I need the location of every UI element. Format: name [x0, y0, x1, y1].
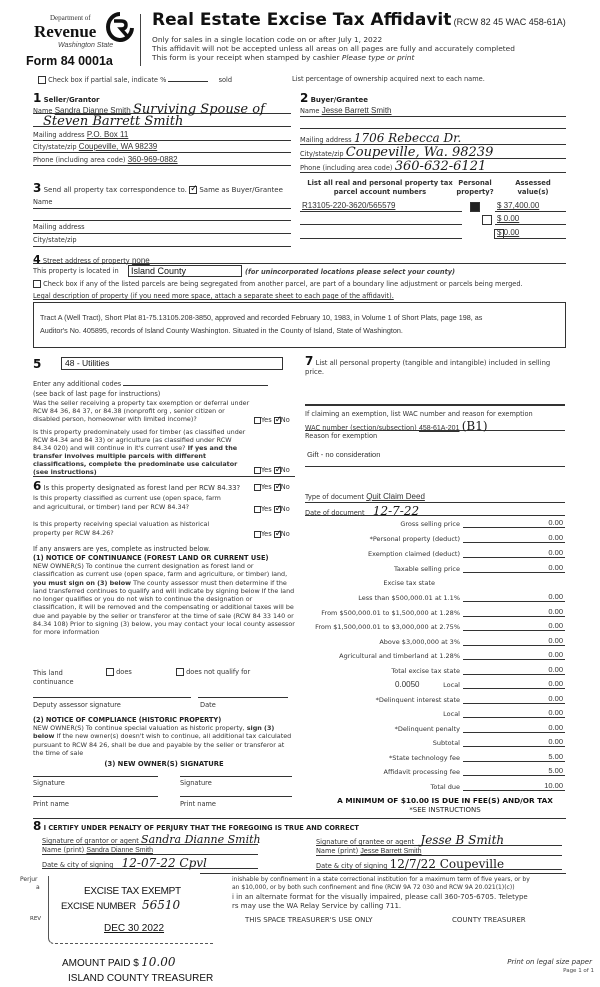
personal-property-checkbox-1[interactable]	[482, 215, 492, 225]
doc-type-field[interactable]: Type of document Quit Claim Deed	[305, 492, 565, 503]
grantor-signature-field[interactable]: Signature of grantor or agent Sandra Dianne Smith	[42, 833, 261, 846]
q-current-use-answer: Yes ✓ No	[254, 505, 290, 513]
correspondence-heading: 3 Send all property tax correspondence to. ✓ Same as Buyer/Grantee	[33, 181, 283, 195]
assessed-col-header: Assessed value(s)	[515, 179, 551, 196]
assessed-value-2[interactable]: $ 0.00	[495, 228, 566, 239]
fee-exemption-claimed: Exemption claimed (deduct) 0.00	[368, 548, 563, 558]
q-timber-yes[interactable]	[254, 467, 261, 474]
q-current-use-no[interactable]	[274, 506, 281, 513]
minimum-due-note: A MINIMUM OF $10.00 IS DUE IN FEE(S) AND/OR TAX	[337, 796, 553, 805]
deputy-signature-field[interactable]	[33, 696, 191, 698]
stamp-number-row: EXCISE NUMBER 56510	[61, 898, 181, 912]
notice-compliance-title: (2) NOTICE OF COMPLIANCE (HISTORIC PROPERTY)	[33, 716, 222, 724]
street-address-value: none	[131, 256, 150, 265]
parcel-number-2[interactable]	[300, 228, 462, 239]
excise-exempt-stamp	[48, 876, 214, 944]
subtitle-3	[152, 53, 414, 62]
reason-label: Reason for exemption	[305, 432, 378, 440]
stamp-number: 56510	[142, 898, 181, 912]
dept-line2: Revenue	[34, 22, 97, 41]
same-as-buyer-checkbox[interactable]	[189, 186, 197, 194]
buyer-name-field[interactable]: Name Jesse Barrett Smith	[300, 106, 566, 117]
q-forest-yes[interactable]	[254, 484, 261, 491]
segregated-row: Check box if any of the listed parcels are being segregated from another parcel, are part of a boundary line adjustment or parcels being merged.	[33, 280, 523, 288]
grantor-date-city-field[interactable]: Date & city of signing 12-07-22 Cpvl	[42, 856, 258, 869]
fee-tier-3: From $1,500,000.01 to $3,000,000 at 2.75% 0.00	[315, 621, 563, 631]
buyer-phone-value: 360-632-6121	[394, 159, 487, 174]
print-legal-note: Print on legal size paper	[507, 958, 592, 966]
deputy-date-field[interactable]	[198, 696, 288, 698]
grantor-name-value: Sandra Dianne Smith	[86, 847, 153, 854]
fee-personal-property: *Personal property (deduct) 0.00	[369, 533, 563, 543]
section5-divider	[33, 476, 295, 477]
partial-sale-checkbox[interactable]	[38, 76, 46, 84]
wac-subsection-handwritten: (B1)	[461, 419, 488, 433]
grantee-signature-field[interactable]: Signature of grantee or agent Jesse B Smith	[316, 833, 562, 846]
located-note: (for unincorporated locations please select your county)	[245, 268, 456, 276]
subtitle-2: This affidavit will not be accepted unless all areas on all pages are fully and accurately completed	[152, 44, 515, 53]
fee-tier-1: Less than $500,000.01 at 1.1% 0.00	[358, 592, 563, 602]
q-exemption-no[interactable]	[274, 417, 281, 424]
reason-value[interactable]: Gift - no consideration	[307, 450, 381, 459]
q-historic-answer: Yes ✓ No	[254, 530, 290, 538]
street-address-field[interactable]: 4 Street address of property none	[33, 253, 566, 264]
reason-line	[305, 465, 565, 467]
fee-delinquent-interest-local: Local 0.00	[443, 708, 563, 718]
q-forest-no[interactable]	[274, 484, 281, 491]
q-forest-answer: Yes ✓ No	[254, 483, 290, 491]
seller-name-field[interactable]: Name Sandra Dianne Smith Surviving Spouse of	[33, 102, 291, 114]
footer-divider	[200, 873, 566, 874]
subtitle-1: Only for sales in a single location code on or after July 1, 2022	[152, 35, 383, 44]
q-historic-text: Is this property receiving special valuation as historical property per RCW 84.26?	[33, 520, 210, 537]
title-ref: (RCW 82 45 WAC 458-61A)	[453, 17, 566, 27]
buyer-heading: 2 Buyer/Grantee	[300, 91, 368, 105]
form-number: Form 84 0001a	[26, 54, 113, 68]
fee-subtotal: Subtotal 0.00	[432, 737, 563, 747]
new-owner-signature-2[interactable]	[180, 775, 292, 777]
fee-local: 0.0050 Local 0.00	[395, 679, 563, 689]
seller-mailing-value: P.O. Box 11	[86, 130, 129, 139]
q-timber-text: Is this property predominately used for timber (as classified under RCW 84.34 and 84 33) or agriculture (as classified under RCW 84.34 020) and will continue in it's current use? If yes and the transfer involves multiple parcels with different classifications, complete the predominate use calculator (see instructions)	[33, 428, 246, 476]
parcel-number-0[interactable]: R13105-220-3620/565579	[300, 201, 462, 212]
signature-label-1: Signature	[33, 779, 65, 787]
legal-description-label: Legal description of property (if you need more space, attach a separate sheet to each page of the affidavit).	[33, 292, 394, 300]
dept-line1: Department of	[50, 14, 91, 22]
continuance-label: continuance	[33, 678, 74, 686]
correspondence-mailing-field[interactable]: Mailing address	[33, 223, 291, 234]
partial-sale-row: Check box if partial sale, indicate % sold	[38, 75, 232, 84]
personal-col-header: Personal property?	[456, 179, 494, 196]
seller-name-line2[interactable]	[33, 114, 291, 127]
grantee-date-city-value: 12/7/22 Coupeville	[389, 857, 505, 871]
additional-codes-field[interactable]: Enter any additional codes	[33, 380, 291, 388]
segregated-checkbox[interactable]	[33, 280, 41, 288]
fee-taxable-selling-price: Taxable selling price 0.00	[394, 563, 563, 573]
legal-description-line1: Tract A (Well Tract), Short Plat 81-75.13105.208-3850, approved and recorded February 10, 1983, in Volume 1 of Short Plats, page 198, as	[40, 313, 483, 322]
seller-name-typed: Sandra Dianne Smith	[54, 106, 131, 115]
grantee-signature: Jesse B Smith	[420, 833, 505, 847]
q-forest: 6 Is this property designated as forest land per RCW 84.33?	[33, 479, 241, 493]
fee-total-due: Total due 10.00	[430, 781, 563, 791]
penalty-text-2: an $10,000, or by both such confinement and fine (RCW 9A 72 030 and RCW 9A 20.021(1)(c))	[232, 884, 515, 891]
assessed-value-1[interactable]: $ 0.00	[495, 214, 566, 225]
parcel-col-header: List all real and personal property tax parcel account numbers	[307, 179, 453, 196]
stamp-date: DEC 30 2022	[104, 923, 165, 934]
new-owner-signature-title: (3) NEW OWNER(S) SIGNATURE	[104, 760, 224, 768]
see-instructions-note: *SEE INSTRUCTIONS	[409, 806, 481, 814]
q-current-use-yes[interactable]	[254, 506, 261, 513]
page-title	[152, 10, 566, 30]
legal-description-line2: Auditor's No. 405895, records of Island County Washington. Situated in the County of Island, State of Washington.	[40, 326, 403, 335]
notice-continuance-title: (1) NOTICE OF CONTINUANCE (FOREST LAND OR CURRENT USE)	[33, 554, 269, 562]
fee-delinquent-penalty: *Delinquent penalty 0.00	[394, 723, 563, 733]
type-or-print: Please type or print	[341, 53, 415, 62]
print-name-label-1: Print name	[33, 800, 69, 808]
new-owner-print-1[interactable]	[33, 795, 158, 797]
new-owner-print-2[interactable]	[180, 795, 292, 797]
fee-tier-4: Above $3,000,000 at 3% 0.00	[379, 636, 563, 646]
grantee-name-value: Jesse Barrett Smith	[360, 848, 422, 855]
buyer-city-value: Coupeville, Wa. 98239	[345, 145, 494, 160]
correspondence-name-field[interactable]: Name	[33, 198, 291, 209]
grantor-signature: Sandra Dianne Smith	[141, 833, 261, 846]
title: Real Estate Excise Tax Affidavit	[152, 10, 452, 30]
county-treasurer-label: COUNTY TREASURER	[452, 916, 526, 924]
certify-heading: 8 I CERTIFY UNDER PENALTY OF PERJURY THAT THE FOREGOING IS TRUE AND CORRECT	[33, 819, 359, 833]
wac-number-value: 458-61A-201	[418, 425, 460, 432]
doc-date-value: 12-7-22	[372, 504, 420, 518]
q-timber-no[interactable]	[274, 467, 281, 474]
rev-label: REV	[30, 916, 42, 922]
notice-continuance-text: NEW OWNER(S) To continue the current designation as forest land or classification as current use (open space, farm and agriculture, or timber) land, you must sign on (3) below The county assessor must then determine if the land transferred continues to qualify and will indicate by signing below If the land no longer qualifies or you do not wish to continue the designation or classification, it will be removed and the compensating or additional taxes will be due and payable by the seller or transferor at the time of sale (RCW 84 33 140 or 84.34 108) Prior to signing (3) below, you may contact your local county assessor for more information	[33, 562, 295, 637]
see-back-note: (see back of last page for instructions)	[33, 390, 161, 398]
page-number: Page 1 of 1	[563, 968, 594, 974]
receipt-note: This form is your receipt when stamped by cashier	[152, 53, 340, 62]
dor-logo	[20, 12, 135, 74]
exemption-label: If claiming an exemption, list WAC number and reason for exemption	[305, 410, 533, 418]
does-not-option: does not qualify for	[176, 668, 250, 676]
wac-number-field[interactable]: WAC number (section/subsection) 458-61A-201 (B1)	[305, 419, 565, 431]
q-current-use-text: Is this property classified as current use (open space, farm and agricultural, or timber) land per RCW 84.34?	[33, 494, 221, 511]
does-not-qualify-checkbox[interactable]	[176, 668, 184, 676]
header-divider	[140, 14, 141, 66]
fee-state-technology: *State technology fee 5.00	[389, 752, 563, 762]
county-select[interactable]: Island County	[128, 265, 242, 277]
q-exemption-yes[interactable]	[254, 417, 261, 424]
print-name-label-2: Print name	[180, 800, 216, 808]
buyer-mailing-value: 1706 Rebecca Dr.	[353, 131, 462, 145]
seller-mailing-field[interactable]: Mailing address P.O. Box 11	[33, 130, 291, 141]
notice-compliance-text: NEW OWNER(S) To continue special valuation as historic property, sign (3) below If the new owner(s) doesn't wish to continue, all additional tax calculated pursuant to RCW 84 26, shall be due and payable by the seller or transferor at the time of sale	[33, 724, 292, 757]
doc-date-field[interactable]: Date of document 12-7-22	[305, 504, 565, 516]
island-county-treasurer: ISLAND COUNTY TREASURER	[68, 973, 214, 983]
q-exemption-answer: Yes ✓ No	[254, 416, 290, 424]
doc-type-value: Quit Claim Deed	[366, 492, 425, 501]
seller-name-handwritten: Surviving Spouse of	[132, 102, 265, 117]
signature-label-2: Signature	[180, 779, 212, 787]
q-historic-no[interactable]	[274, 531, 281, 538]
fee-excise-tax-state-heading: Excise tax state	[383, 579, 435, 587]
perjury-prefix-a: a	[36, 884, 40, 891]
seller-phone-value: 360-969-0882	[127, 155, 178, 164]
parcel-number-1[interactable]	[300, 214, 462, 225]
seller-city-field[interactable]: City/state/zip Coupeville, WA 98239	[33, 142, 291, 153]
fee-affidavit-processing: Affidavit processing fee 5.00	[383, 766, 563, 776]
perjury-prefix: Perjur	[20, 876, 38, 883]
ownership-note: List percentage of ownership acquired next to each name.	[292, 75, 485, 83]
personal-property-list-field[interactable]	[305, 393, 565, 406]
buyer-phone-field[interactable]: Phone (including area code) 360-632-6121	[300, 159, 566, 173]
personal-property-checkbox-0[interactable]	[470, 202, 480, 212]
q-timber-answer: Yes ✓ No	[254, 466, 290, 474]
section7-heading: 7 List all personal property (tangible and intangible) included in selling price.	[305, 354, 551, 376]
local-rate: 0.0050	[395, 680, 420, 689]
penalty-text-1: inishable by confinement in a state correctional institution for a maximum term of five years, or by	[232, 876, 530, 883]
grantee-name-field[interactable]: Name (print) Jesse Barrett Smith	[316, 847, 562, 856]
if-yes-note: If any answers are yes, complete as instructed below.	[33, 545, 211, 553]
amount-paid-value: 10.00	[141, 955, 176, 969]
seller-phone-field[interactable]: Phone (including area code) 360-969-0882	[33, 155, 291, 166]
fee-tier-2: From $500,000.01 to $1,500,000 at 1.28% 0.00	[321, 607, 563, 617]
assessed-value-0[interactable]: $ 37,400.00	[495, 201, 566, 212]
amount-paid-row: AMOUNT PAID $ 10.00	[62, 955, 176, 969]
treasurer-use-only: THIS SPACE TREASURER'S USE ONLY	[245, 916, 373, 924]
located-in-label: This property is located in	[33, 267, 119, 275]
seller-heading: 1 Seller/Grantor	[33, 91, 100, 105]
correspondence-name-line2[interactable]	[33, 212, 291, 221]
land-use-code-select[interactable]: 48 - Utilities	[61, 357, 283, 370]
grantee-date-city-field[interactable]: Date & city of signing 12/7/22 Coupeville	[316, 857, 562, 870]
correspondence-city-field[interactable]: City/state/zip	[33, 236, 291, 247]
fee-delinquent-interest-state: *Delinquent interest state 0.00	[375, 694, 563, 704]
alt-format-1: i in an alternate format for the visually impaired, please call 360-705-6705. Teletype	[232, 893, 528, 901]
seller-city-value: Coupeville, WA 98239	[78, 142, 158, 151]
grantor-name-field[interactable]: Name (print) Sandra Dianne Smith	[42, 846, 258, 855]
dept-line3: Washington State	[58, 42, 114, 49]
partial-sale-percent[interactable]	[168, 75, 208, 82]
buyer-mailing-field[interactable]: Mailing address 1706 Rebecca Dr.	[300, 131, 566, 145]
stamp-exempt: EXCISE TAX EXEMPT	[84, 886, 181, 897]
does-option: does	[106, 668, 132, 676]
seller-name-handwritten-2: Steven Barrett Smith	[43, 114, 184, 129]
this-land-label: This land	[33, 669, 63, 677]
fee-total-excise-state: Total excise tax state 0.00	[391, 665, 563, 675]
grantor-date-city-value: 12-07-22 Cpvl	[121, 856, 207, 870]
fee-agricultural: Agricultural and timberland at 1.28% 0.00	[339, 650, 563, 660]
deputy-date-label: Date	[200, 701, 216, 709]
section5-number: 5	[33, 357, 42, 371]
buyer-name-line2[interactable]	[300, 120, 566, 129]
q-exemption-text: Was the seller receiving a property tax exemption or deferral under RCW 84 36, 84 37, or 84.38 (nonprofit org , senior citizen or disabled person, homeowner with limited income)?	[33, 399, 250, 423]
legal-description-box[interactable]	[33, 302, 566, 348]
q-historic-yes[interactable]	[254, 531, 261, 538]
buyer-name-value: Jesse Barrett Smith	[321, 106, 392, 115]
deputy-signature-label: Deputy assessor signature	[33, 701, 121, 709]
buyer-city-field[interactable]: City/state/zip Coupeville, Wa. 98239	[300, 145, 566, 159]
dor-logo-icon	[106, 12, 134, 42]
does-qualify-checkbox[interactable]	[106, 668, 114, 676]
new-owner-signature-1[interactable]	[33, 775, 158, 777]
fee-gross-selling-price: Gross selling price 0.00	[400, 518, 563, 528]
alt-format-2: rs may use the WA Relay Service by calling 711.	[232, 902, 402, 910]
